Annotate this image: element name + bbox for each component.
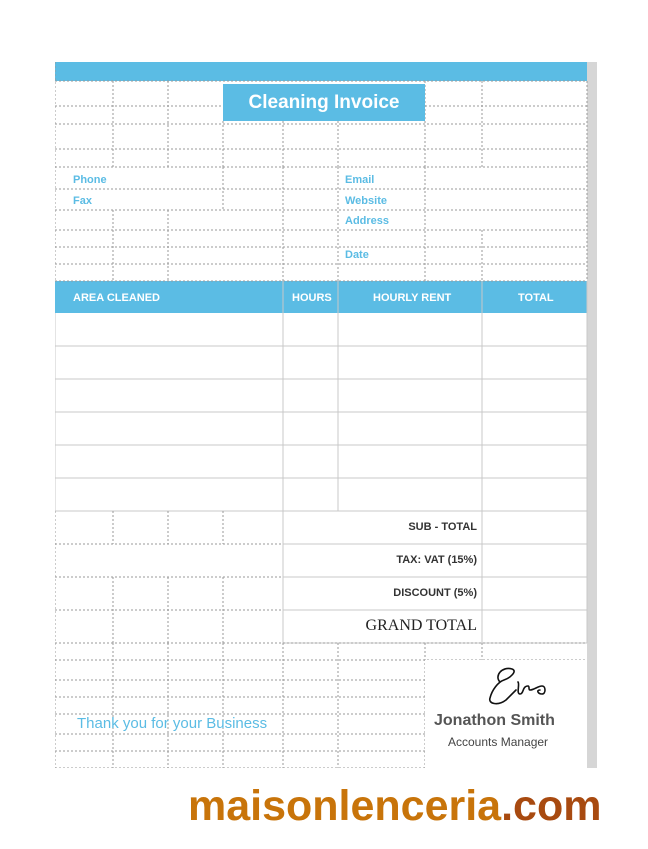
thank-you-message: Thank you for your Business xyxy=(77,715,268,732)
header-hours: HOURS xyxy=(292,292,332,304)
watermark-suffix: .com xyxy=(501,782,602,830)
header-total: TOTAL xyxy=(518,292,554,304)
header-area-cleaned: AREA CLEANED xyxy=(73,292,160,304)
tax-label: TAX: VAT (15%) xyxy=(396,554,477,566)
grand-total-label: GRAND TOTAL xyxy=(365,617,477,634)
website-label: Website xyxy=(345,195,387,207)
email-label: Email xyxy=(345,174,375,186)
site-watermark xyxy=(188,782,601,831)
signature-block xyxy=(425,660,587,768)
signer-role: Accounts Manager xyxy=(448,735,549,749)
invoice-title: Cleaning Invoice xyxy=(223,84,425,121)
invoice-sheet xyxy=(55,62,587,768)
signature-icon xyxy=(480,660,555,710)
discount-label: DISCOUNT (5%) xyxy=(393,587,477,599)
date-label: Date xyxy=(345,249,369,261)
watermark-main: maisonlenceria xyxy=(188,782,502,830)
address-label: Address xyxy=(345,215,390,227)
header-hourly-rent: HOURLY RENT xyxy=(373,292,452,304)
fax-label: Fax xyxy=(73,195,92,207)
subtotal-label: SUB - TOTAL xyxy=(408,521,477,533)
signer-name: Jonathon Smith xyxy=(434,712,555,729)
phone-label: Phone xyxy=(73,174,107,186)
